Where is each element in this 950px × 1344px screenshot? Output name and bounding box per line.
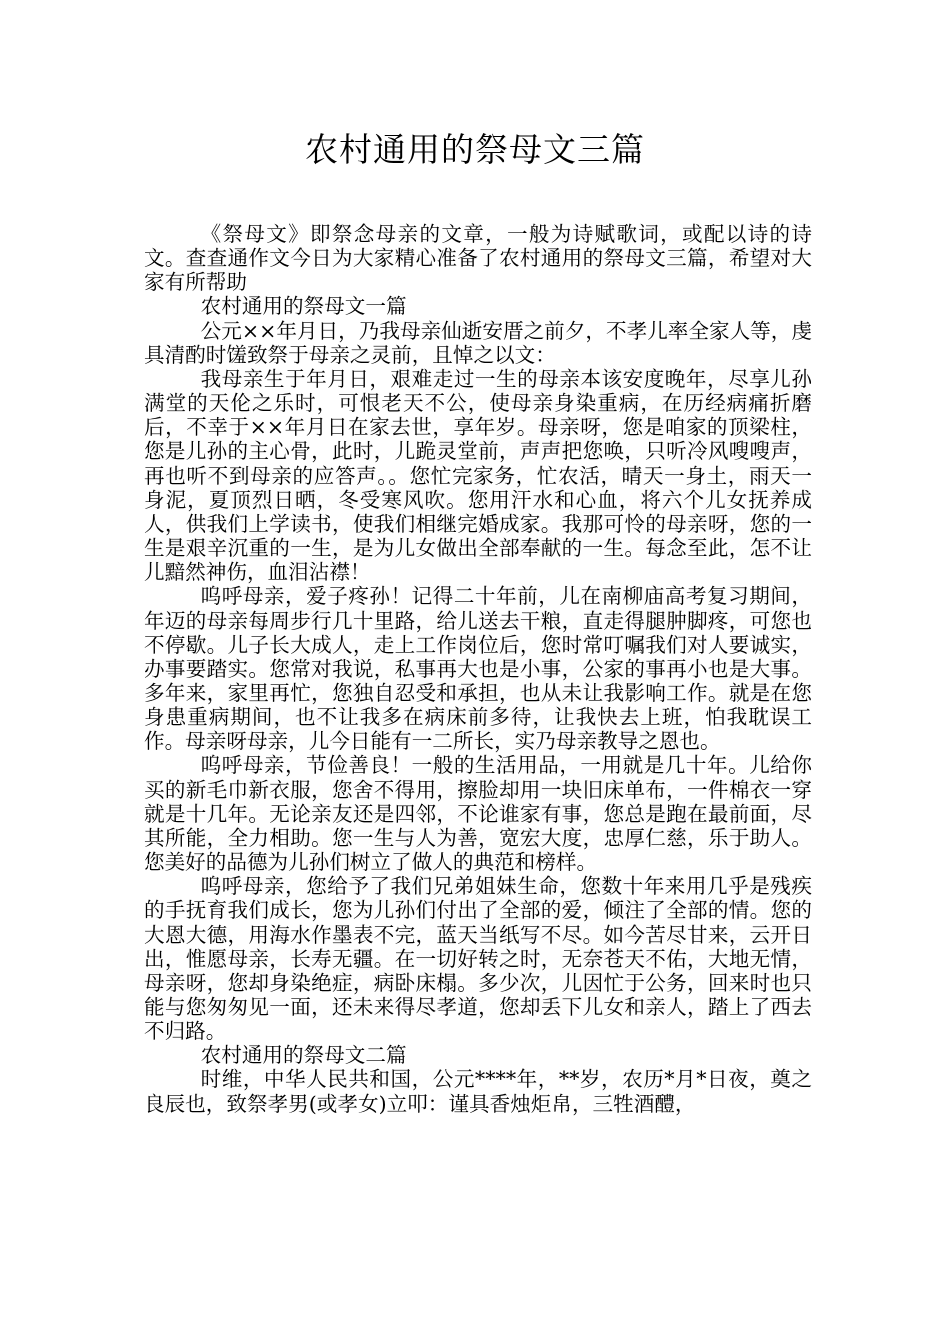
intro-paragraph: 《祭母文》即祭念母亲的文章，一般为诗赋歌词，或配以诗的诗文。查查通作文今日为大家精心准备了农村通用的祭母文三篇，希望对大家有所帮助 — [144, 222, 812, 295]
body-paragraph: 我母亲生于年月日，艰难走过一生的母亲本该安度晚年，尽享儿孙满堂的天伦之乐时，可恨老天不公，使母亲身染重病，在历经病痛折磨后，不幸于××年月日在家去世，享年岁。母亲呀，您是咱家的顶梁柱，您是儿孙的主心骨，此时，儿跪灵堂前，声声把您唤，只听冷风嗖嗖声，再也听不到母亲的应答声。。您忙完家务，忙农活，晴天一身土，雨天一身泥，夏顶烈日晒，冬受寒风吹。您用汗水和心血，将六个儿女抚养成人，供我们上学读书，使我们相继完婚成家。我那可怜的母亲呀，您的一生是艰辛沉重的一生，是为儿女做出全部奉献的一生。每念至此，怎不让儿黯然神伤，血泪沾襟！ — [144, 366, 812, 585]
section-heading-one: 农村通用的祭母文一篇 — [200, 294, 407, 319]
body-paragraph: 呜呼母亲，您给予了我们兄弟姐妹生命，您数十年来用几乎是残疾的手抚育我们成长，您为儿孙们付出了全部的爱，倾注了全部的情。您的大恩大德，用海水作墨表不完，蓝天当纸写不尽。如今苦尽甘来，云开日出，惟愿母亲，长寿无疆。在一切好转之时，无奈苍天不佑，大地无情，母亲呀，您却身染绝症，病卧床榻。多少次，儿因忙于公务，回来时也只能与您匆匆见一面，还未来得尽孝道，您却丢下儿女和亲人，踏上了西去不归路。 — [144, 874, 812, 1044]
body-paragraph: 时维，中华人民共和国，公元****年，**岁，农历*月*日夜，奠之良辰也，致祭孝男(或孝女)立叩：谨具香烛炬帛，三牲酒醴， — [144, 1067, 812, 1116]
section-heading-two: 农村通用的祭母文二篇 — [200, 1043, 407, 1068]
body-paragraph: 公元××年月日，乃我母亲仙逝安厝之前夕，不孝儿率全家人等，虔具清酌时馐致祭于母亲之灵前，且悼之以文： — [144, 318, 812, 367]
body-paragraph: 呜呼母亲，节俭善良！一般的生活用品，一用就是几十年。儿给你买的新毛巾新衣服，您舍不得用，擦脸却用一块旧床单布，一件棉衣一穿就是十几年。无论亲友还是四邻，不论谁家有事，您总是跑在最前面，尽其所能，全力相助。您一生与人为善，宽宏大度，忠厚仁慈，乐于助人。您美好的品德为儿孙们树立了做人的典范和榜样。 — [144, 753, 812, 875]
body-paragraph: 呜呼母亲，爱子疼孙！记得二十年前，儿在南柳庙高考复习期间，年迈的母亲每周步行几十里路，给儿送去干粮，直走得腿肿脚疼，可您也不停歇。儿子长大成人，走上工作岗位后，您时常叮嘱我们对人要诚实，办事要踏实。您常对我说，私事再大也是小事，公家的事再小也是大事。多年来，家里再忙，您独自忍受和承担，也从未让我影响工作。就是在您身患重病期间，也不让我多在病床前多待，让我快去上班，怕我耽误工作。母亲呀母亲，儿今日能有一二所长，实乃母亲教导之恩也。 — [144, 584, 812, 754]
document-title: 农村通用的祭母文三篇 — [305, 130, 645, 169]
document-body — [144, 222, 812, 1116]
